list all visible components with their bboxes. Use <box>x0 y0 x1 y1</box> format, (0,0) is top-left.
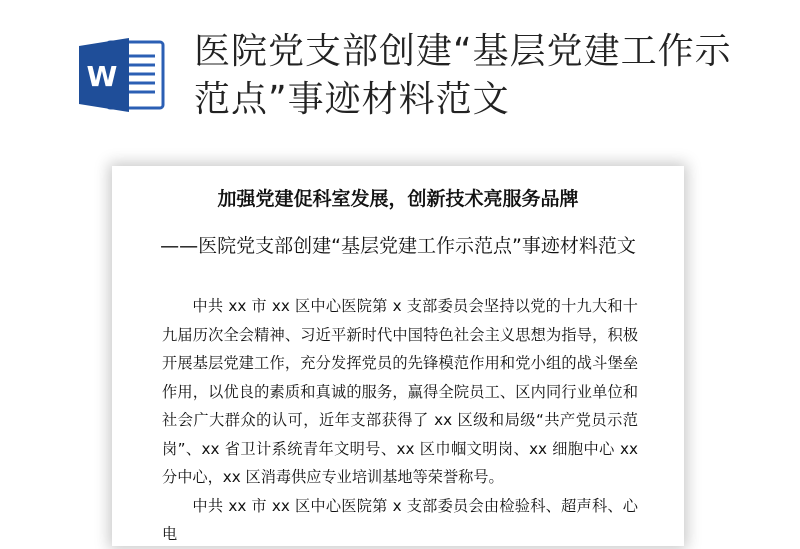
document-body <box>162 292 638 549</box>
document-heading: 加强党建促科室发展，创新技术亮服务品牌 <box>217 188 579 210</box>
document-page <box>112 166 684 546</box>
body-paragraph-2: 中共 xx 市 xx 区中心医院第 x 支部委员会由检验科、超声科、心电 <box>162 496 638 543</box>
body-paragraph-1: 中共 xx 市 xx 区中心医院第 x 支部委员会坚持以党的十九大和十九届历次全会精神、习近平新时代中国特色社会主义思想为指导，积极开展基层党建工作，充分发挥党员的先锋模范作用和党小组的战斗堡垒作用，以优良的素质和真诚的服务，赢得全院员工、区内同行业单位和社会广大群众的认可，近年支部获得了 xx 区级和局级“共产党员示范岗”、xx 省卫计系统青年文明号、xx 区巾帼文明岗、xx 细胞中心 xx 分中心，xx 区消毒供应专业培训基地等荣誉称号。 <box>162 297 638 486</box>
word-document-icon <box>77 36 165 114</box>
page-title: 医院党支部创建“基层党建工作示范点”事迹材料范文 <box>194 31 732 120</box>
document-subtitle: ——医院党支部创建“基层党建工作示范点”事迹材料范文 <box>160 235 636 257</box>
word-icon-letter: W <box>86 60 118 93</box>
